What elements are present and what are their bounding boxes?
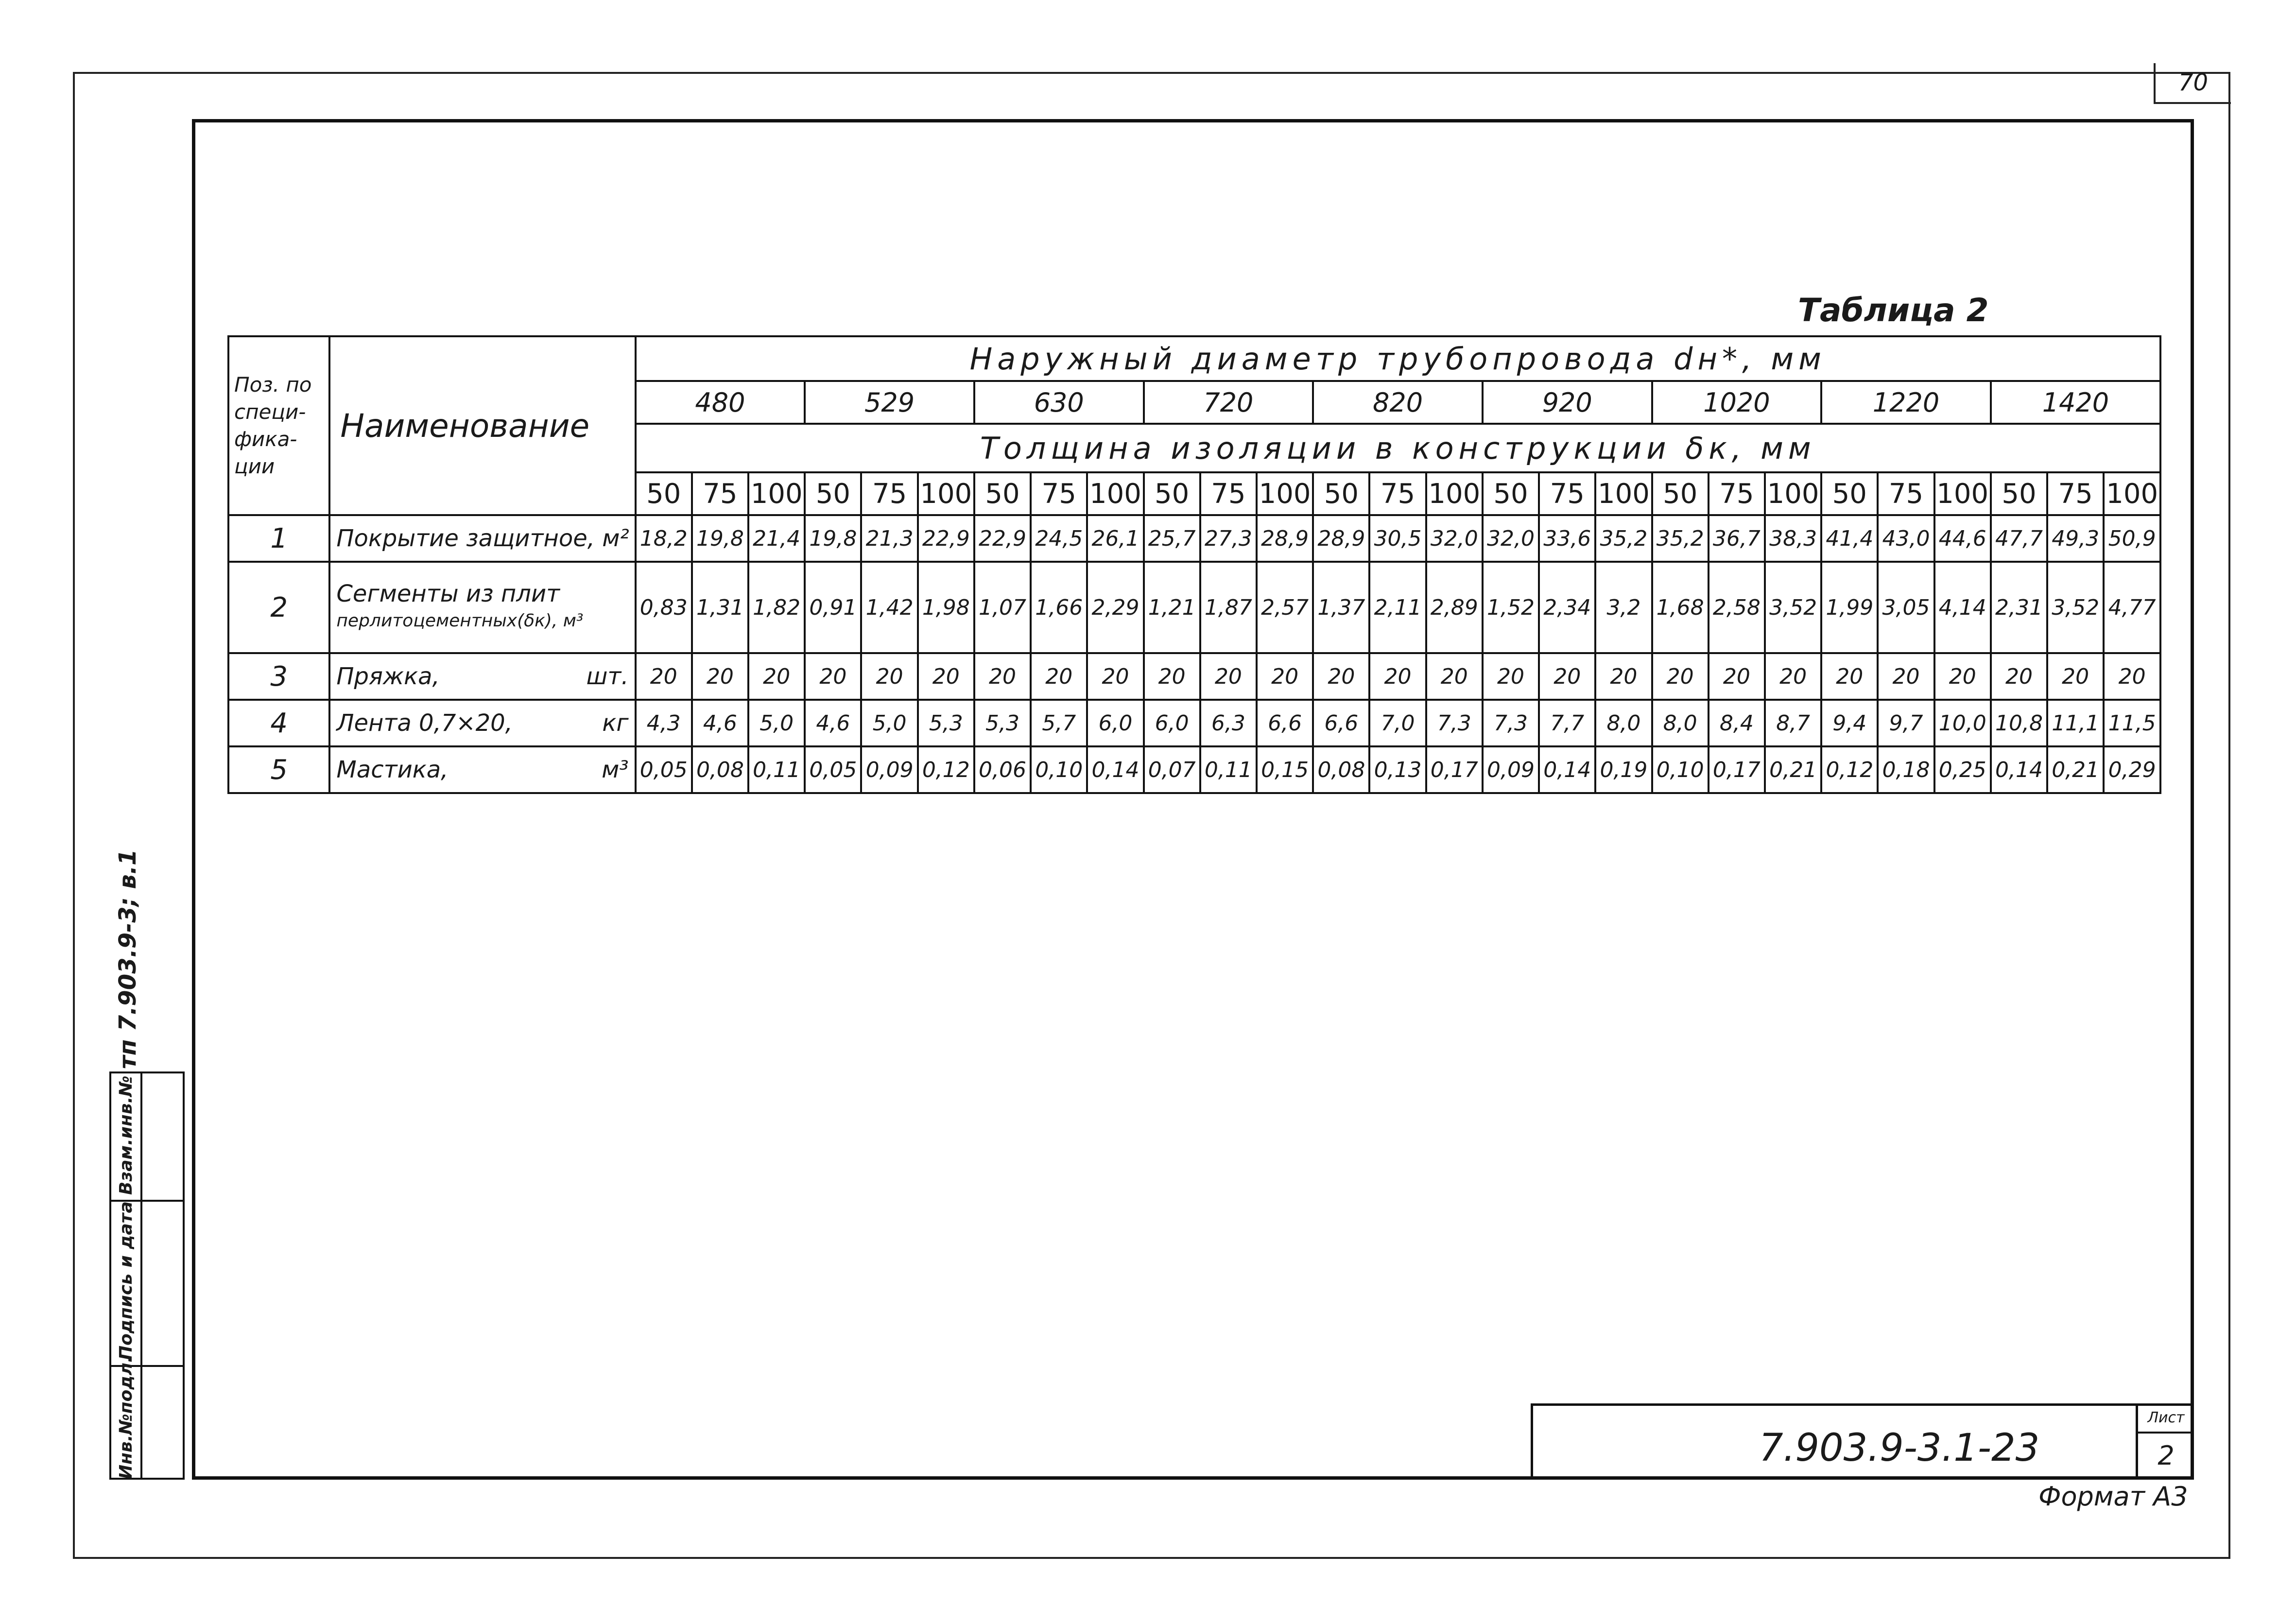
value-cell: 33,6: [1539, 515, 1595, 562]
value-cell: 1,66: [1031, 562, 1087, 653]
table-row: [228, 700, 2160, 746]
value-cell: 5,3: [974, 700, 1031, 746]
value-cell: 20: [974, 653, 1031, 700]
value-cell: 0,17: [1426, 746, 1483, 793]
value-cell: 3,52: [1765, 562, 1821, 653]
row-position: 5: [228, 746, 329, 793]
table-row: [228, 515, 2160, 562]
thickness-header-cell: 50: [636, 472, 692, 515]
document-code: 7.903.9-3.1-23: [1759, 1426, 2040, 1470]
diameter-header-cell: 1220: [1821, 381, 1991, 424]
page-number: 70: [2154, 63, 2231, 104]
value-cell: 20: [748, 653, 805, 700]
row-position: 2: [228, 562, 329, 653]
value-cell: 20: [1539, 653, 1595, 700]
value-cell: 7,3: [1426, 700, 1483, 746]
row-name-text: Лента 0,7×20,: [336, 709, 513, 737]
value-cell: 7,0: [1369, 700, 1426, 746]
value-cell: 1,99: [1821, 562, 1878, 653]
table-row: [228, 562, 2160, 653]
value-cell: 0,11: [748, 746, 805, 793]
thickness-header-cell: 100: [1087, 472, 1143, 515]
specification-table: [227, 335, 2161, 794]
value-cell: 0,12: [918, 746, 974, 793]
diameter-header-cell: 720: [1144, 381, 1313, 424]
value-cell: 20: [1257, 653, 1313, 700]
value-cell: 20: [1934, 653, 1991, 700]
value-cell: 20: [1991, 653, 2047, 700]
thickness-header-cell: 75: [692, 472, 748, 515]
value-cell: 30,5: [1369, 515, 1426, 562]
row-position: 4: [228, 700, 329, 746]
value-cell: 21,3: [861, 515, 917, 562]
value-cell: 20: [1313, 653, 1369, 700]
row-name-text: Пряжка,: [336, 663, 440, 690]
value-cell: 50,9: [2104, 515, 2160, 562]
value-cell: 4,77: [2104, 562, 2160, 653]
side-document-code: тп 7.903.9-3; в.1: [114, 849, 141, 1069]
value-cell: 5,0: [748, 700, 805, 746]
sheet-label: Лист: [2138, 1403, 2194, 1434]
row-unit: шт.: [586, 663, 629, 690]
thickness-header-cell: 75: [861, 472, 917, 515]
value-cell: 20: [1031, 653, 1087, 700]
value-cell: 11,5: [2104, 700, 2160, 746]
value-cell: 20: [1652, 653, 1709, 700]
thickness-header-cell: 100: [748, 472, 805, 515]
value-cell: 20: [1595, 653, 1652, 700]
value-cell: 6,0: [1144, 700, 1200, 746]
value-cell: 7,3: [1483, 700, 1539, 746]
sheet-number: 2: [2158, 1440, 2175, 1471]
value-cell: 0,10: [1652, 746, 1709, 793]
value-cell: 21,4: [748, 515, 805, 562]
value-cell: 35,2: [1595, 515, 1652, 562]
header-thickness-title: Толщина изоляции в конструкции δк, мм: [636, 424, 2160, 472]
sheet-box: [2136, 1403, 2194, 1480]
value-cell: 0,14: [1991, 746, 2047, 793]
value-cell: 22,9: [974, 515, 1031, 562]
thickness-header-cell: 50: [974, 472, 1031, 515]
value-cell: 6,6: [1313, 700, 1369, 746]
value-cell: 2,89: [1426, 562, 1483, 653]
row-position: 1: [228, 515, 329, 562]
value-cell: 1,68: [1652, 562, 1709, 653]
value-cell: 0,12: [1821, 746, 1878, 793]
thickness-header-cell: 75: [1539, 472, 1595, 515]
value-cell: 0,14: [1539, 746, 1595, 793]
value-cell: 10,0: [1934, 700, 1991, 746]
value-cell: 28,9: [1313, 515, 1369, 562]
table-row: [228, 653, 2160, 700]
thickness-header-cell: 50: [1313, 472, 1369, 515]
value-cell: 43,0: [1878, 515, 1934, 562]
value-cell: 24,5: [1031, 515, 1087, 562]
diameter-header-cell: 920: [1483, 381, 1652, 424]
value-cell: 20: [861, 653, 917, 700]
thickness-header-cell: 100: [1934, 472, 1991, 515]
header-name: Наименование: [329, 336, 635, 515]
value-cell: 20: [2047, 653, 2104, 700]
value-cell: 2,29: [1087, 562, 1143, 653]
value-cell: 3,52: [2047, 562, 2104, 653]
thickness-header-cell: 50: [1144, 472, 1200, 515]
thickness-header-cell: 50: [1483, 472, 1539, 515]
value-cell: 36,7: [1709, 515, 1765, 562]
thickness-header-cell: 100: [1595, 472, 1652, 515]
value-cell: 0,21: [2047, 746, 2104, 793]
value-cell: 32,0: [1483, 515, 1539, 562]
value-cell: 0,19: [1595, 746, 1652, 793]
value-cell: 20: [1821, 653, 1878, 700]
diameter-header-cell: 820: [1313, 381, 1483, 424]
value-cell: 0,21: [1765, 746, 1821, 793]
value-cell: 20: [1878, 653, 1934, 700]
value-cell: 8,0: [1595, 700, 1652, 746]
value-cell: 1,07: [974, 562, 1031, 653]
value-cell: 1,82: [748, 562, 805, 653]
value-cell: 0,18: [1878, 746, 1934, 793]
value-cell: 6,3: [1200, 700, 1257, 746]
thickness-header-cell: 50: [805, 472, 861, 515]
value-cell: 2,58: [1709, 562, 1765, 653]
value-cell: 0,11: [1200, 746, 1257, 793]
diameter-header-cell: 480: [636, 381, 805, 424]
thickness-header-cell: 100: [2104, 472, 2160, 515]
thickness-header-cell: 100: [1257, 472, 1313, 515]
row-unit: кг: [602, 709, 629, 737]
thickness-header-cell: 100: [1426, 472, 1483, 515]
value-cell: 20: [805, 653, 861, 700]
value-cell: 19,8: [692, 515, 748, 562]
thickness-header-cell: 75: [1709, 472, 1765, 515]
value-cell: 18,2: [636, 515, 692, 562]
value-cell: 49,3: [2047, 515, 2104, 562]
value-cell: 0,09: [1483, 746, 1539, 793]
value-cell: 5,0: [861, 700, 917, 746]
row-name: [329, 700, 635, 746]
diameter-header-cell: 1020: [1652, 381, 1822, 424]
thickness-header-cell: 75: [2047, 472, 2104, 515]
value-cell: 8,0: [1652, 700, 1709, 746]
table-row: [228, 746, 2160, 793]
thickness-header-cell: 50: [1652, 472, 1709, 515]
value-cell: 11,1: [2047, 700, 2104, 746]
value-cell: 27,3: [1200, 515, 1257, 562]
value-cell: 5,3: [918, 700, 974, 746]
thickness-header-cell: 100: [918, 472, 974, 515]
thickness-header-cell: 50: [1991, 472, 2047, 515]
value-cell: 19,8: [805, 515, 861, 562]
diameter-header-cell: 529: [805, 381, 974, 424]
value-cell: 20: [1483, 653, 1539, 700]
stamp-vzam-inv: Взам.инв.№: [116, 1075, 136, 1195]
value-cell: 1,21: [1144, 562, 1200, 653]
thickness-header-cell: 75: [1878, 472, 1934, 515]
value-cell: 35,2: [1652, 515, 1709, 562]
value-cell: 2,57: [1257, 562, 1313, 653]
value-cell: 20: [1426, 653, 1483, 700]
thickness-header-cell: 75: [1200, 472, 1257, 515]
value-cell: 0,29: [2104, 746, 2160, 793]
value-cell: 2,31: [1991, 562, 2047, 653]
row-unit: м³: [602, 756, 629, 783]
value-cell: 4,14: [1934, 562, 1991, 653]
value-cell: 20: [1765, 653, 1821, 700]
row-name-text: Мастика,: [336, 756, 449, 783]
value-cell: 26,1: [1087, 515, 1143, 562]
value-cell: 0,25: [1934, 746, 1991, 793]
value-cell: 20: [1144, 653, 1200, 700]
value-cell: 32,0: [1426, 515, 1483, 562]
value-cell: 1,87: [1200, 562, 1257, 653]
value-cell: 4,6: [692, 700, 748, 746]
value-cell: 5,7: [1031, 700, 1087, 746]
value-cell: 3,05: [1878, 562, 1934, 653]
value-cell: 0,15: [1257, 746, 1313, 793]
value-cell: 2,11: [1369, 562, 1426, 653]
value-cell: 38,3: [1765, 515, 1821, 562]
stamp-podpis-data: Подпись и дата: [116, 1201, 136, 1360]
thickness-header-cell: 50: [1821, 472, 1878, 515]
stamp-inv-podl: Инв.№подл.: [116, 1356, 136, 1479]
value-cell: 20: [1709, 653, 1765, 700]
value-cell: 9,4: [1821, 700, 1878, 746]
stamp-divider: [140, 1073, 142, 1478]
thickness-header-cell: 75: [1031, 472, 1087, 515]
value-cell: 41,4: [1821, 515, 1878, 562]
value-cell: 20: [636, 653, 692, 700]
value-cell: 1,52: [1483, 562, 1539, 653]
value-cell: 0,09: [861, 746, 917, 793]
value-cell: 20: [918, 653, 974, 700]
thickness-header-cell: 75: [1369, 472, 1426, 515]
row-name-line: Сегменты из плит: [336, 580, 560, 607]
value-cell: 6,6: [1257, 700, 1313, 746]
value-cell: 1,98: [918, 562, 974, 653]
value-cell: 10,8: [1991, 700, 2047, 746]
value-cell: 4,3: [636, 700, 692, 746]
value-cell: 0,91: [805, 562, 861, 653]
value-cell: 20: [1369, 653, 1426, 700]
value-cell: 7,7: [1539, 700, 1595, 746]
value-cell: 20: [1200, 653, 1257, 700]
header-position: Поз. по специ-фика-ции: [228, 336, 329, 515]
diameter-header-cell: 630: [974, 381, 1144, 424]
thickness-header-cell: 100: [1765, 472, 1821, 515]
value-cell: 20: [1087, 653, 1143, 700]
row-name: [329, 515, 635, 562]
format-label: Формат А3: [2038, 1481, 2188, 1512]
value-cell: 8,4: [1709, 700, 1765, 746]
value-cell: 0,10: [1031, 746, 1087, 793]
value-cell: 3,2: [1595, 562, 1652, 653]
value-cell: 6,0: [1087, 700, 1143, 746]
value-cell: 9,7: [1878, 700, 1934, 746]
value-cell: 0,13: [1369, 746, 1426, 793]
margin-stamp: [109, 1071, 185, 1480]
value-cell: 28,9: [1257, 515, 1313, 562]
value-cell: 4,6: [805, 700, 861, 746]
value-cell: 47,7: [1991, 515, 2047, 562]
value-cell: 20: [692, 653, 748, 700]
value-cell: 2,34: [1539, 562, 1595, 653]
row-name: [329, 653, 635, 700]
diameter-header-cell: 1420: [1991, 381, 2160, 424]
row-name-line: перлитоцементных(δк), м³: [336, 611, 584, 631]
value-cell: 25,7: [1144, 515, 1200, 562]
value-cell: 0,07: [1144, 746, 1200, 793]
value-cell: 0,14: [1087, 746, 1143, 793]
value-cell: 0,05: [805, 746, 861, 793]
value-cell: 0,06: [974, 746, 1031, 793]
value-cell: 44,6: [1934, 515, 1991, 562]
row-name-text: Покрытие защитное, м²: [336, 525, 629, 552]
value-cell: 0,05: [636, 746, 692, 793]
row-name: [329, 746, 635, 793]
header-diameter-title: Наружный диаметр трубопровода dн*, мм: [636, 336, 2160, 381]
value-cell: 0,08: [1313, 746, 1369, 793]
value-cell: 1,42: [861, 562, 917, 653]
value-cell: 0,17: [1709, 746, 1765, 793]
value-cell: 8,7: [1765, 700, 1821, 746]
value-cell: 1,37: [1313, 562, 1369, 653]
value-cell: 20: [2104, 653, 2160, 700]
row-name: [329, 562, 635, 653]
value-cell: 0,83: [636, 562, 692, 653]
value-cell: 0,08: [692, 746, 748, 793]
value-cell: 22,9: [918, 515, 974, 562]
row-position: 3: [228, 653, 329, 700]
value-cell: 1,31: [692, 562, 748, 653]
table-caption: Таблица 2: [1798, 292, 1989, 329]
